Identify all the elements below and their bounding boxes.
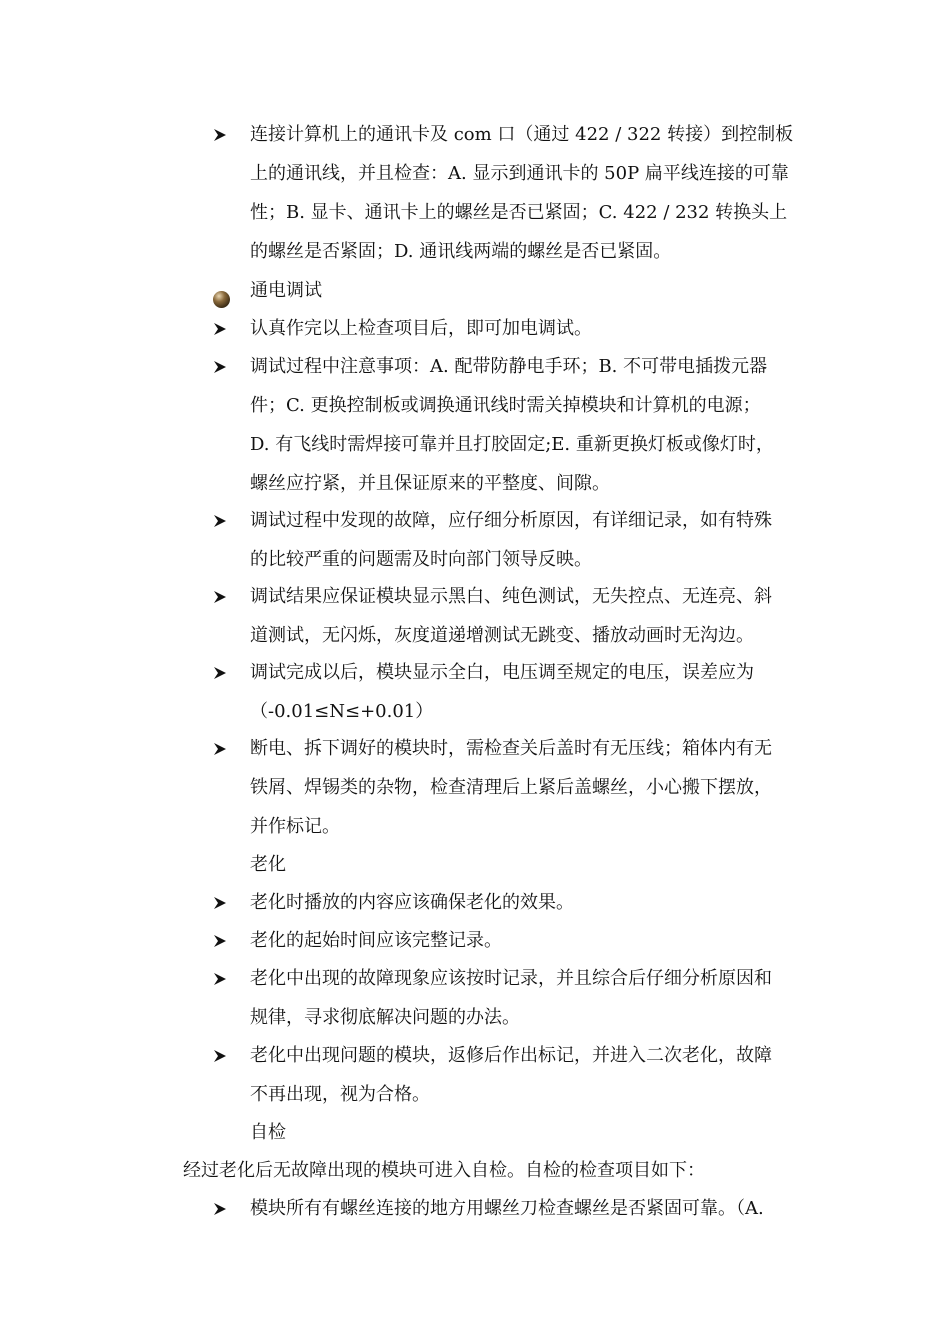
- arrow-bullet-icon: [211, 310, 229, 348]
- bullet-7-line-3: 并作标记。: [250, 816, 340, 837]
- arrow-bullet-icon: [211, 922, 229, 960]
- bullet-5-line-1: 调试结果应保证模块显示黑白、纯色测试，无失控点、无连亮、斜: [250, 586, 772, 607]
- bullet-8-line-1: 老化时播放的内容应该确保老化的效果。: [250, 892, 574, 913]
- arrow-bullet-icon: [211, 730, 229, 768]
- bullet-11-line-2: 不再出现，视为合格。: [250, 1084, 430, 1105]
- bullet-11-line-1: 老化中出现问题的模块，返修后作出标记，并进入二次老化，故障: [250, 1045, 772, 1066]
- bullet-10-line-2: 规律，寻求彻底解决问题的办法。: [250, 1007, 520, 1028]
- bullet-5-line-2: 道测试，无闪烁，灰度道递增测试无跳变、播放动画时无沟边。: [250, 625, 754, 646]
- bullet-7-line-1: 断电、拆下调好的模块时，需检查关后盖时有无压线；箱体内有无: [250, 738, 772, 759]
- bullet-6-line-1: 调试完成以后，模块显示全白，电压调至规定的电压，误差应为: [250, 662, 754, 683]
- self-check-intro-paragraph: 经过老化后无故障出现的模块可进入自检。自检的检查项目如下：: [183, 1160, 705, 1181]
- bullet-3-line-4: 螺丝应拧紧，并且保证原来的平整度、间隙。: [250, 473, 610, 494]
- bullet-1-line-2: 上的通讯线，并且检查：A. 显示到通讯卡的 50P 扁平线连接的可靠: [250, 163, 789, 184]
- bullet-2-line-1: 认真作完以上检查项目后，即可加电调试。: [250, 318, 592, 339]
- bullet-4-line-2: 的比较严重的问题需及时向部门领导反映。: [250, 549, 592, 570]
- arrow-bullet-icon: [211, 1190, 229, 1228]
- section-heading-self-check: 自检: [250, 1122, 286, 1143]
- arrow-bullet-icon: [211, 884, 229, 922]
- bullet-4-line-1: 调试过程中发现的故障，应仔细分析原因，有详细记录，如有特殊: [250, 510, 772, 531]
- bullet-3-line-3: D. 有飞线时需焊接可靠并且打胶固定;E. 重新更换灯板或像灯时，: [250, 434, 774, 455]
- arrow-bullet-icon: [211, 1037, 229, 1075]
- arrow-bullet-icon: [211, 960, 229, 998]
- bullet-6-line-2: （-0.01≤N≤+0.01）: [250, 701, 434, 722]
- bullet-3-line-2: 件；C. 更换控制板或调换通讯线时需关掉模块和计算机的电源；: [250, 395, 761, 416]
- section-heading-aging: 老化: [250, 854, 286, 875]
- bullet-3-line-1: 调试过程中注意事项：A. 配带防静电手环；B. 不可带电插拨元器: [250, 356, 768, 377]
- bullet-1-line-4: 的螺丝是否紧固；D. 通讯线两端的螺丝是否已紧固。: [250, 241, 672, 262]
- bullet-9-line-1: 老化的起始时间应该完整记录。: [250, 930, 502, 951]
- bullet-1-line-3: 性；B. 显卡、通讯卡上的螺丝是否已紧固；C. 422 / 232 转换头上: [250, 202, 788, 223]
- bullet-12-line-1: 模块所有有螺丝连接的地方用螺丝刀检查螺丝是否紧固可靠。（A.: [250, 1198, 764, 1219]
- arrow-bullet-icon: [211, 578, 229, 616]
- bullet-7-line-2: 铁屑、焊锡类的杂物，检查清理后上紧后盖螺丝，小心搬下摆放，: [250, 777, 772, 798]
- arrow-bullet-icon: [211, 654, 229, 692]
- bullet-10-line-1: 老化中出现的故障现象应该按时记录，并且综合后仔细分析原因和: [250, 968, 772, 989]
- arrow-bullet-icon: [211, 116, 229, 154]
- arrow-bullet-icon: [211, 348, 229, 386]
- section-heading-power-on: 通电调试: [250, 280, 322, 301]
- arrow-bullet-icon: [211, 502, 229, 540]
- bullet-1-line-1: 连接计算机上的通讯卡及 com 口（通过 422 / 322 转接）到控制板: [250, 124, 794, 145]
